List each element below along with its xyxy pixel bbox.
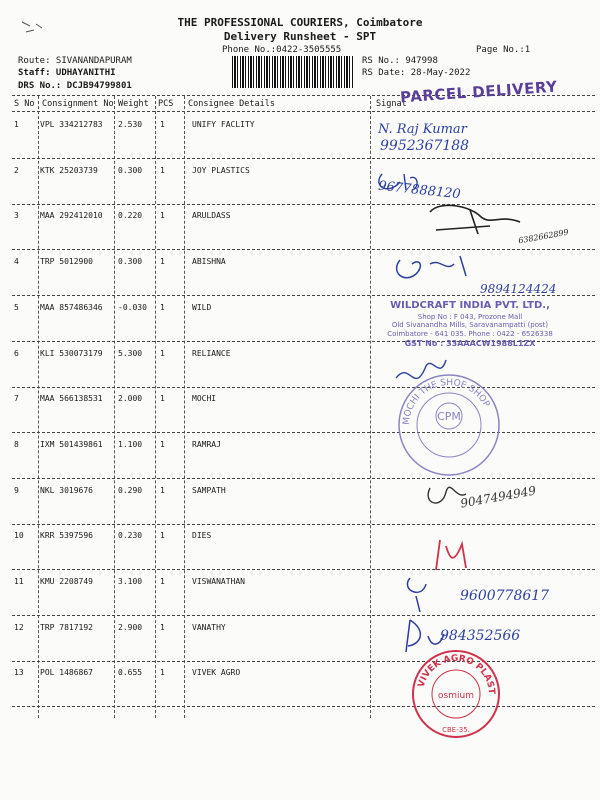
signature-r10 <box>436 540 466 570</box>
signature-r12 <box>406 620 444 652</box>
row-pcs: 1 <box>160 120 165 129</box>
row-weight: 2.900 <box>118 623 143 632</box>
route: Route: SIVANANDAPURAM <box>18 56 132 66</box>
signature-r1-phone: 9952367188 <box>380 138 470 154</box>
row-weight: 5.300 <box>118 349 143 358</box>
row-consignee: JOY PLASTICS <box>192 166 250 175</box>
row-weight: 3.100 <box>118 577 143 586</box>
row-sno: 1 <box>14 120 19 129</box>
signature-r2-phone: 9677888120 <box>377 178 462 203</box>
col-divider <box>38 96 39 718</box>
mochi-ring-text: MOCHI THE SHOE SHOP <box>401 377 492 426</box>
row-sno: 9 <box>14 486 19 495</box>
row-sno: 13 <box>14 668 24 677</box>
row-consignee: VISWANATHAN <box>192 577 245 586</box>
row-consignee: VIVEK AGRO <box>192 668 241 677</box>
signature-r4 <box>397 256 466 278</box>
signature-r2 <box>379 174 417 190</box>
row-consignment-no: KMU 2208749 <box>40 577 93 586</box>
row-consignee: RELIANCE <box>192 349 231 358</box>
signature-r11 <box>407 578 426 612</box>
signature-r11-phone: 9600778617 <box>460 588 550 604</box>
phone-number: Phone No.:0422-3505555 <box>222 45 342 55</box>
wildcraft-gst: GST No : 33AAACW1988L1ZX <box>404 338 536 348</box>
page-number: Page No.:1 <box>476 45 531 55</box>
row-consignment-no: KLI 530073179 <box>40 349 103 358</box>
vivek-brand-text: osmium <box>438 691 474 701</box>
row-pcs: 1 <box>160 349 165 358</box>
signature-r9-phone: 9047494949 <box>459 483 537 511</box>
barcode-icon <box>232 56 354 88</box>
row-sno: 7 <box>14 394 19 403</box>
row-consignee: RAMRAJ <box>192 440 221 449</box>
row-pcs: 1 <box>160 394 165 403</box>
row-weight: 0.220 <box>118 211 143 220</box>
signature-r3-phone: 6382662899 <box>517 227 570 246</box>
row-consignment-no: KRR 5397596 <box>40 531 93 540</box>
row-consignee: ARULDASS <box>192 211 231 220</box>
row-consignee: MOCHI <box>192 394 217 403</box>
corner-mark-icon <box>20 18 50 40</box>
row-consignee: WILD <box>192 303 212 312</box>
signature-r12-phone: 984352566 <box>440 628 521 644</box>
signature-r4-phone: 9894124424 <box>480 282 557 296</box>
wildcraft-name: WILDCRAFT INDIA PVT. LTD., <box>390 300 550 311</box>
col-weight: Weight <box>118 99 149 109</box>
row-weight: 2.530 <box>118 120 143 129</box>
row-consignment-no: POL 1486867 <box>40 668 93 677</box>
parcel-delivery-stamp: PARCEL DELIVERY <box>399 77 559 107</box>
row-divider <box>12 158 595 159</box>
row-consignee: SAMPATH <box>192 486 226 495</box>
row-consignee: VANATHY <box>192 623 226 632</box>
row-pcs: 1 <box>160 531 165 540</box>
row-weight: 2.000 <box>118 394 143 403</box>
wildcraft-address-2: Old Sivanandha Mills, Saravanampatti (post) <box>391 321 549 330</box>
row-sno: 11 <box>14 577 24 586</box>
vivek-city-text: CBE-35. <box>442 726 470 734</box>
table-header-rule <box>12 111 595 112</box>
signature-r9 <box>428 487 466 503</box>
col-consignment: Consignment No <box>42 99 114 109</box>
row-weight: 0.300 <box>118 166 143 175</box>
row-weight: 0.230 <box>118 531 143 540</box>
col-consignee: Consignee Details <box>188 99 275 109</box>
signature-r6 <box>396 360 446 378</box>
signature-scribbles <box>370 160 595 735</box>
wildcraft-address-3: Coimbatore - 641 035. Phone : 0422 - 6526338 <box>387 330 553 338</box>
row-sno: 4 <box>14 257 19 266</box>
row-pcs: 1 <box>160 166 165 175</box>
row-pcs: 1 <box>160 211 165 220</box>
rs-date: RS Date: 28-May-2022 <box>362 68 471 78</box>
row-weight: 0.300 <box>118 257 143 266</box>
row-consignment-no: NKL 3019676 <box>40 486 93 495</box>
signature-r3 <box>430 205 520 234</box>
row-pcs: 1 <box>160 303 165 312</box>
row-consignment-no: MAA 857486346 <box>40 303 103 312</box>
row-weight: 0.290 <box>118 486 143 495</box>
row-weight: 0.655 <box>118 668 143 677</box>
staff: Staff: UDHAYANITHI <box>18 68 116 78</box>
row-consignee: UNIFY FACLITY <box>192 120 255 129</box>
row-consignee: ABISHNA <box>192 257 226 266</box>
row-consignment-no: MAA 566138531 <box>40 394 103 403</box>
row-sno: 5 <box>14 303 19 312</box>
row-sno: 8 <box>14 440 19 449</box>
row-weight: 1.100 <box>118 440 143 449</box>
rs-number: RS No.: 947998 <box>362 56 438 66</box>
mochi-center-text: CPM <box>437 410 461 423</box>
row-sno: 6 <box>14 349 19 358</box>
runsheet-title: THE PROFESSIONAL COURIERS, Coimbatore <box>177 16 423 29</box>
row-weight: -0.030 <box>118 303 147 312</box>
row-sno: 2 <box>14 166 19 175</box>
row-consignment-no: MAA 292412010 <box>40 211 103 220</box>
row-consignment-no: VPL 334212783 <box>40 120 103 129</box>
col-signature: Signat <box>376 99 407 109</box>
row-consignment-no: TRP 7817192 <box>40 623 93 632</box>
row-sno: 10 <box>14 531 24 540</box>
row-pcs: 1 <box>160 577 165 586</box>
col-divider <box>114 96 115 718</box>
vivek-ring-text: VIVEK AGRO PLAST <box>416 653 497 695</box>
row-sno: 12 <box>14 623 24 632</box>
signature-r1-name: N. Raj Kumar <box>378 122 467 137</box>
row-sno: 3 <box>14 211 19 220</box>
row-pcs: 1 <box>160 440 165 449</box>
col-pcs: PCS <box>158 99 174 109</box>
row-consignment-no: IXM 501439861 <box>40 440 103 449</box>
row-consignment-no: KTK 25203739 <box>40 166 98 175</box>
row-consignment-no: TRP 5012900 <box>40 257 93 266</box>
row-pcs: 1 <box>160 257 165 266</box>
row-pcs: 1 <box>160 486 165 495</box>
row-pcs: 1 <box>160 668 165 677</box>
col-divider <box>155 96 156 718</box>
drs-number: DRS No.: DCJB94799801 <box>18 81 132 91</box>
runsheet-subtitle: Delivery Runsheet - SPT <box>223 30 377 43</box>
col-divider <box>184 96 185 718</box>
row-consignee: DIES <box>192 531 212 540</box>
row-pcs: 1 <box>160 623 165 632</box>
col-sno: S No <box>14 99 35 109</box>
wildcraft-address-1: Shop No : F 043, Prozone Mall <box>417 312 523 321</box>
